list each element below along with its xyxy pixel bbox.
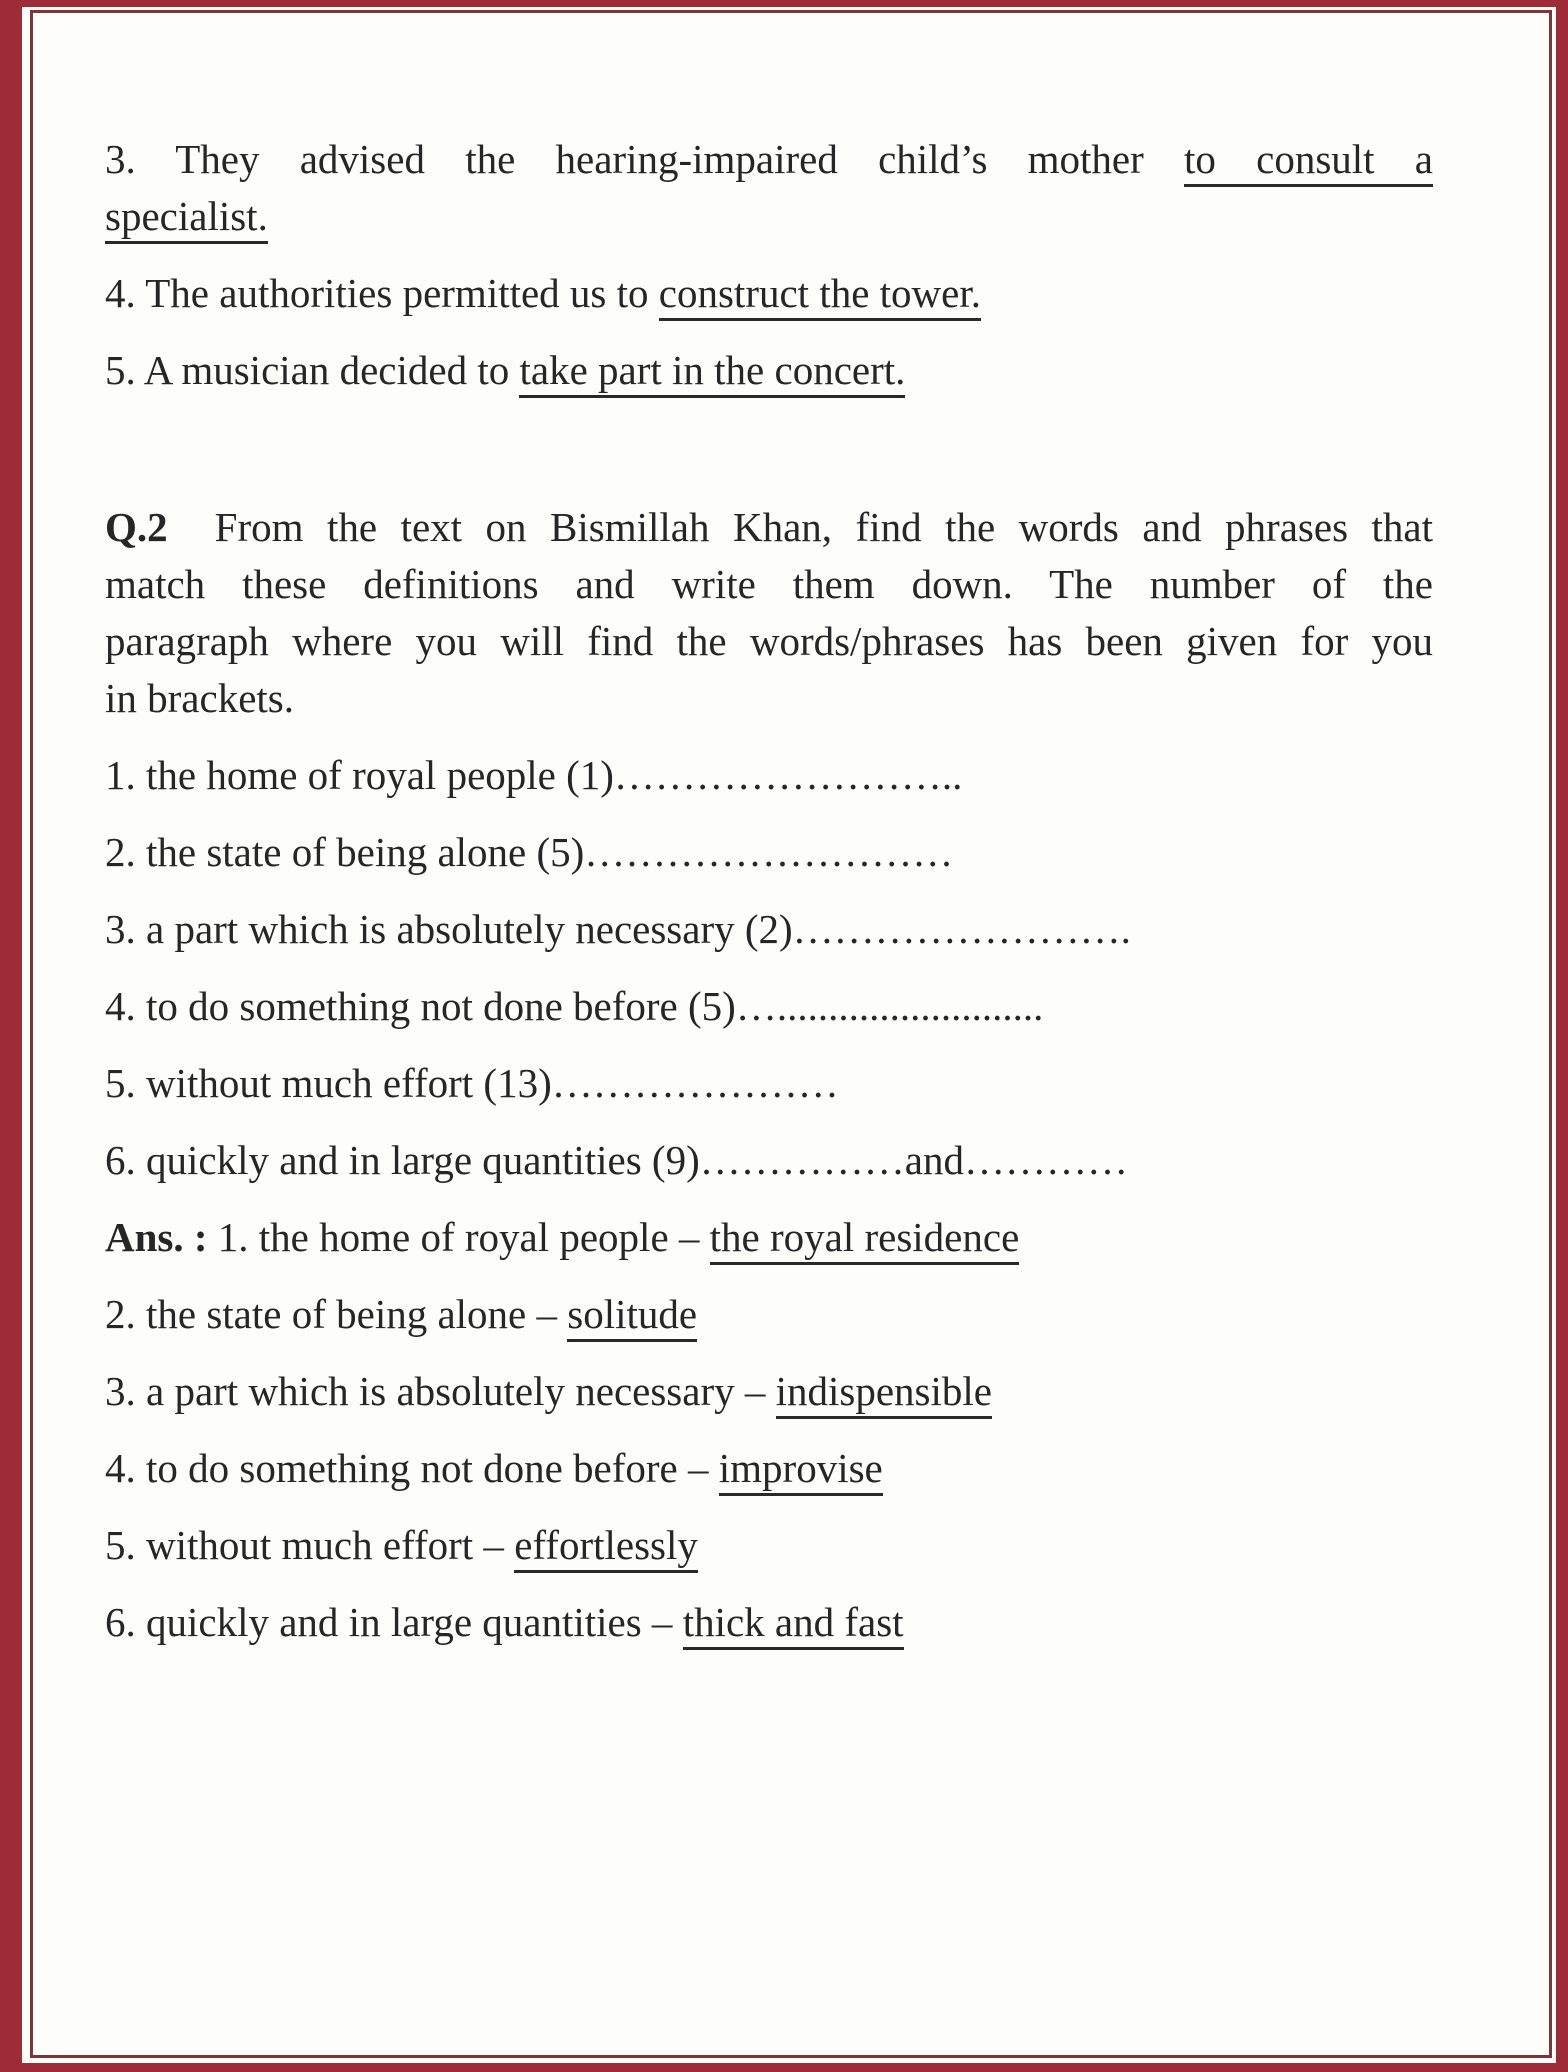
text-segment: match these definitions and write them down. The number of the — [105, 561, 1433, 607]
text-segment: in brackets. — [105, 675, 294, 721]
underlined-text: to consult a — [1184, 136, 1433, 187]
question-2-line — [105, 556, 1433, 613]
sentence-3 — [105, 131, 1433, 245]
answer-6-line — [105, 1594, 1433, 1651]
bold-label: Q.2 — [105, 504, 168, 550]
definition-2-line — [105, 824, 1433, 881]
underlined-text: indispensible — [776, 1368, 992, 1419]
definition-6 — [105, 1132, 1433, 1189]
answer-5-line — [105, 1517, 1433, 1574]
underlined-text: improvise — [719, 1445, 883, 1496]
text-segment: 1. the home of royal people – — [207, 1214, 710, 1260]
document-content — [33, 13, 1549, 2055]
answer-3 — [105, 1363, 1433, 1420]
underlined-text: thick and fast — [683, 1599, 904, 1650]
definition-2 — [105, 824, 1433, 881]
sentence-3-line — [105, 131, 1433, 188]
text-segment: 6. quickly and in large quantities (9)……………and………… — [105, 1137, 1128, 1183]
text-segment: 5. without much effort – — [105, 1522, 515, 1568]
text-segment: 4. to do something not done before (5)….......................... — [105, 983, 1044, 1029]
definition-3-line — [105, 901, 1433, 958]
definition-5-line — [105, 1055, 1433, 1112]
answer-3-line — [105, 1363, 1433, 1420]
bold-label: Ans. : — [105, 1214, 208, 1260]
text-segment: From the text on Bismillah Khan, find the words and phrases that — [167, 504, 1433, 550]
underlined-text: effortlessly — [514, 1522, 698, 1573]
answer-1 — [105, 1209, 1433, 1266]
underlined-text: construct the tower. — [659, 270, 981, 321]
definition-3 — [105, 901, 1433, 958]
answer-6 — [105, 1594, 1433, 1651]
definition-6-line — [105, 1132, 1433, 1189]
answer-5 — [105, 1517, 1433, 1574]
sentence-5 — [105, 342, 1433, 399]
definition-1 — [105, 747, 1433, 804]
question-2-line — [105, 499, 1433, 556]
text-segment: 3. They advised the hearing-impaired child’s mother — [105, 136, 1184, 182]
question-2-line — [105, 613, 1433, 670]
text-segment: 2. the state of being alone (5)……………………… — [105, 829, 954, 875]
text-segment: 3. a part which is absolutely necessary (2)……………………. — [105, 906, 1131, 952]
question-2-line — [105, 670, 1433, 727]
question-2 — [105, 499, 1433, 727]
sentence-4-line — [105, 265, 1433, 322]
answer-2 — [105, 1286, 1433, 1343]
underlined-text: solitude — [567, 1291, 697, 1342]
answer-4-line — [105, 1440, 1433, 1497]
page-border — [30, 10, 1552, 2058]
underlined-text: specialist. — [105, 193, 268, 244]
answer-1-line — [105, 1209, 1433, 1266]
text-segment: 2. the state of being alone – — [105, 1291, 568, 1337]
definition-4-line — [105, 978, 1433, 1035]
page — [22, 7, 1556, 2063]
answer-2-line — [105, 1286, 1433, 1343]
answer-4 — [105, 1440, 1433, 1497]
underlined-text: the royal residence — [710, 1214, 1020, 1265]
sentence-3-line — [105, 188, 1433, 245]
text-segment: paragraph where you will find the words/phrases has been given for you — [105, 618, 1433, 664]
text-segment: 5. A musician decided to — [105, 347, 520, 393]
sentence-5-line — [105, 342, 1433, 399]
text-segment: 4. to do something not done before – — [105, 1445, 719, 1491]
definition-4 — [105, 978, 1433, 1035]
definition-1-line — [105, 747, 1433, 804]
text-segment: 5. without much effort (13)………………… — [105, 1060, 839, 1106]
text-segment: 6. quickly and in large quantities – — [105, 1599, 683, 1645]
text-segment: 3. a part which is absolutely necessary – — [105, 1368, 776, 1414]
text-segment: 4. The authorities permitted us to — [105, 270, 659, 316]
sentence-4 — [105, 265, 1433, 322]
text-segment: 1. the home of royal people (1)…………………….. — [105, 752, 963, 798]
underlined-text: take part in the concert. — [519, 347, 905, 398]
definition-5 — [105, 1055, 1433, 1112]
